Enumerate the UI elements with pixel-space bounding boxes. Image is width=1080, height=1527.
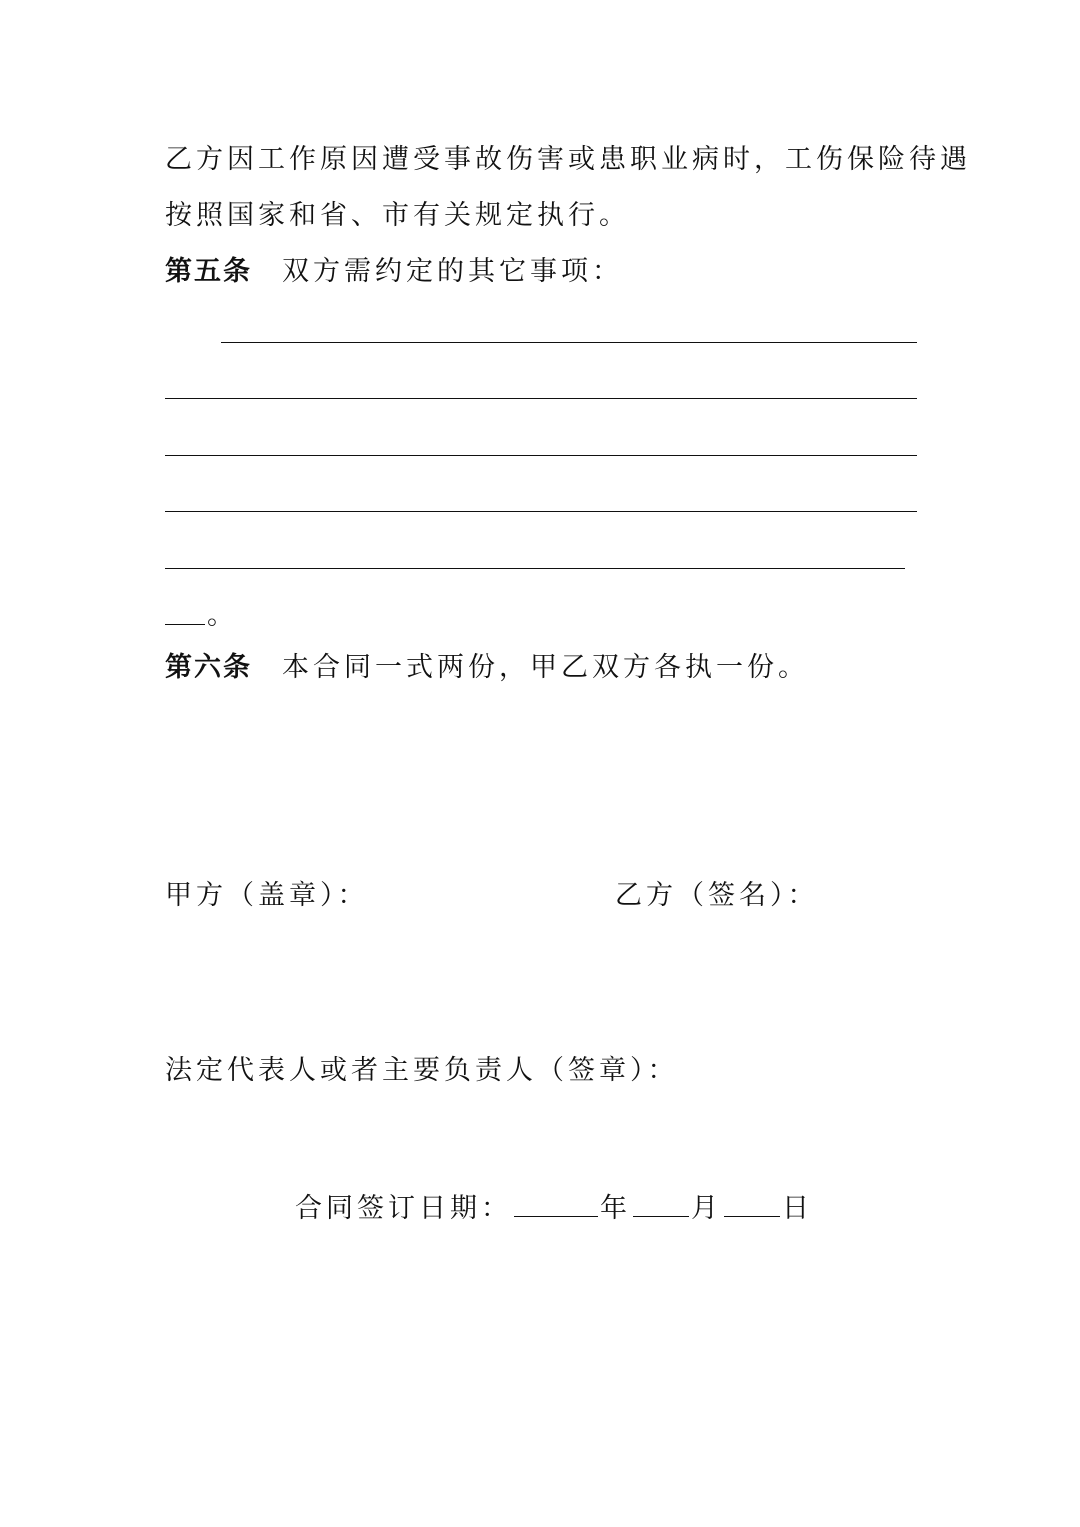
article6-paragraph [165, 650, 809, 686]
party-a-signature-label: 甲方（盖章）： [165, 880, 369, 911]
sign-date-label: 合同签订日期： [295, 1193, 512, 1224]
article4-line1: 乙方因工作原因遭受事故伤害或患职业病时，工伤保险待遇 [165, 144, 971, 175]
article4-line2: 按照国家和省、市有关规定执行。 [165, 200, 630, 231]
article5-end-mark: 。 [207, 600, 238, 631]
month-unit: 月 [691, 1193, 722, 1224]
article5-text: 双方需约定的其它事项： [282, 256, 623, 287]
blank-line-5[interactable] [165, 568, 905, 569]
year-unit: 年 [600, 1193, 631, 1224]
article5-paragraph [165, 254, 623, 290]
blank-line-2[interactable] [165, 398, 917, 399]
year-blank[interactable] [514, 1190, 598, 1217]
legal-representative-label: 法定代表人或者主要负责人（签章）： [165, 1055, 679, 1086]
article6-heading: 第六条 [165, 652, 252, 683]
sign-date-row [295, 1190, 813, 1227]
month-blank[interactable] [633, 1190, 689, 1217]
blank-line-1[interactable] [221, 342, 917, 343]
party-b-signature-label: 乙方（签名）： [615, 880, 819, 911]
day-unit: 日 [782, 1193, 813, 1224]
day-blank[interactable] [724, 1190, 780, 1217]
blank-line-3[interactable] [165, 455, 917, 456]
blank-line-6[interactable] [165, 624, 205, 625]
blank-line-4[interactable] [165, 511, 917, 512]
article6-text: 本合同一式两份，甲乙双方各执一份。 [282, 652, 809, 683]
article5-heading: 第五条 [165, 256, 252, 287]
